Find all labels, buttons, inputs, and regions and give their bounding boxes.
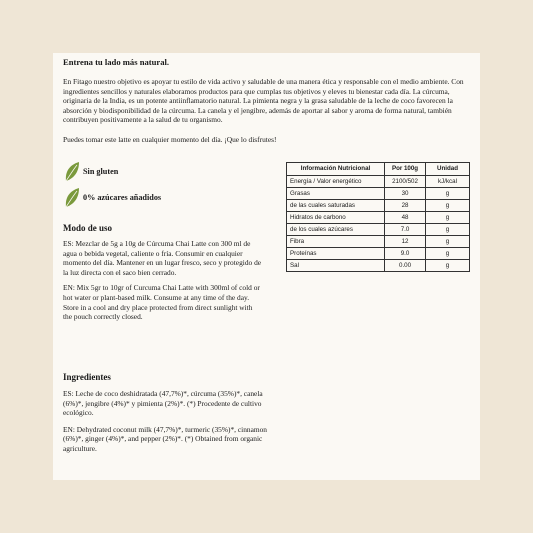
leaf-icon (63, 161, 81, 183)
nutrient-value: 48 (385, 211, 426, 223)
nutrient-value: 28 (385, 199, 426, 211)
table-row (287, 223, 470, 235)
nutrient-name: de las cuales saturadas (287, 199, 385, 211)
nutrition-header-row (287, 162, 470, 175)
table-row (287, 199, 470, 211)
product-info-card (53, 53, 480, 480)
claim-no-added-sugar (63, 187, 243, 209)
intro-paragraph: En Fitago nuestro objetivo es apoyar tu estilo de vida activo y saludable de una manera ética y responsable con el medio ambiente. Con ingredientes sencillos y naturales elaboramos productos para que cumplas tus objetivos y eleves tu bienestar cada día. La cúrcuma, originaria de la India, es un potente antiinflamatorio natural. La pimienta negra y la grasa saludable de la leche de coco favorecen la absorción y biodisponibilidad de la cúrcuma. La canela y el jengibre, además de aportar al sabor y aroma de forma natural, también contribuyen positivamente a la salud de tu organismo. (63, 77, 464, 125)
details-section (63, 161, 470, 453)
usage-en: EN: Mix 5gr to 10gr of Curcuma Chai Latte with 300ml of cold or hot water or plant-based milk. Consume at any time of the day. Store in a cool and dry place protected from direct sunlight with the pouch correctly closed. (63, 283, 260, 322)
nutrient-unit: g (426, 211, 470, 223)
nutrient-unit: g (426, 187, 470, 199)
claim-label: Sin gluten (83, 167, 119, 177)
usage-es: ES: Mezclar de 5g a 10g de Cúrcuma Chai Latte con 300 ml de agua o bebida vegetal, caliente o fría. Consumir en cualquier momento del día. Mantener en un lugar fresco, seco y protegido de la luz directa con el saco bien cerrado. (63, 238, 262, 277)
nutrient-name: Fibra (287, 235, 385, 247)
ingredients-en: EN: Dehydrated coconut milk (47,7%)*, turmeric (35%)*, cinnamon (6%)*, ginger (4%)*, and pepper (2%)*. (*) Obtained from organic agriculture. (63, 424, 268, 453)
nutrient-value: 9.0 (385, 247, 426, 259)
page-title: Entrena tu lado más natural. (63, 57, 170, 67)
ingredients-title: Ingredientes (63, 371, 111, 382)
nutrient-value: 2100/502 (385, 175, 426, 187)
nutrient-unit: g (426, 235, 470, 247)
nutrient-value: 12 (385, 235, 426, 247)
nutrient-name: Sal (287, 259, 385, 271)
claim-label: 0% azúcares añadidos (83, 193, 162, 203)
header-cell: Información Nutricional (287, 162, 385, 175)
nutrient-name: Energía / Valor energético (287, 175, 385, 187)
table-row (287, 259, 470, 271)
nutrient-name: Grasas (287, 187, 385, 199)
closing-paragraph: Puedes tomar este latte en cualquier momento del día. ¡Que lo disfrutes! (63, 134, 277, 144)
table-row (287, 187, 470, 199)
nutrient-value: 30 (385, 187, 426, 199)
nutrient-unit: g (426, 199, 470, 211)
nutrient-name: Hidratos de carbono (287, 211, 385, 223)
leaf-icon (63, 187, 81, 209)
table-row (287, 211, 470, 223)
claim-gluten-free (63, 161, 243, 183)
nutrient-name: de los cuales azúcares (287, 223, 385, 235)
nutrient-name: Proteínas (287, 247, 385, 259)
ingredients-section (63, 372, 273, 454)
usage-title: Modo de uso (63, 222, 113, 233)
header-cell: Por 100g (385, 162, 426, 175)
nutrient-value: 7.0 (385, 223, 426, 235)
table-row (287, 247, 470, 259)
claims-list (63, 161, 243, 213)
table-row (287, 175, 470, 187)
nutrient-value: 0.00 (385, 259, 426, 271)
table-row (287, 235, 470, 247)
ingredients-es: ES: Leche de coco deshidratada (47,7%)*, cúrcuma (35%)*, canela (6%)*, jengibre (4%)* y pimienta (2%)*. (*) Procedente de cultivo ecológico. (63, 388, 263, 418)
usage-section (63, 223, 263, 322)
nutrient-unit: kJ/kcal (426, 175, 470, 187)
nutrient-unit: g (426, 247, 470, 259)
nutrient-unit: g (426, 223, 470, 235)
nutrient-unit: g (426, 259, 470, 271)
nutrition-table (286, 162, 470, 272)
header-cell: Unidad (426, 162, 470, 175)
